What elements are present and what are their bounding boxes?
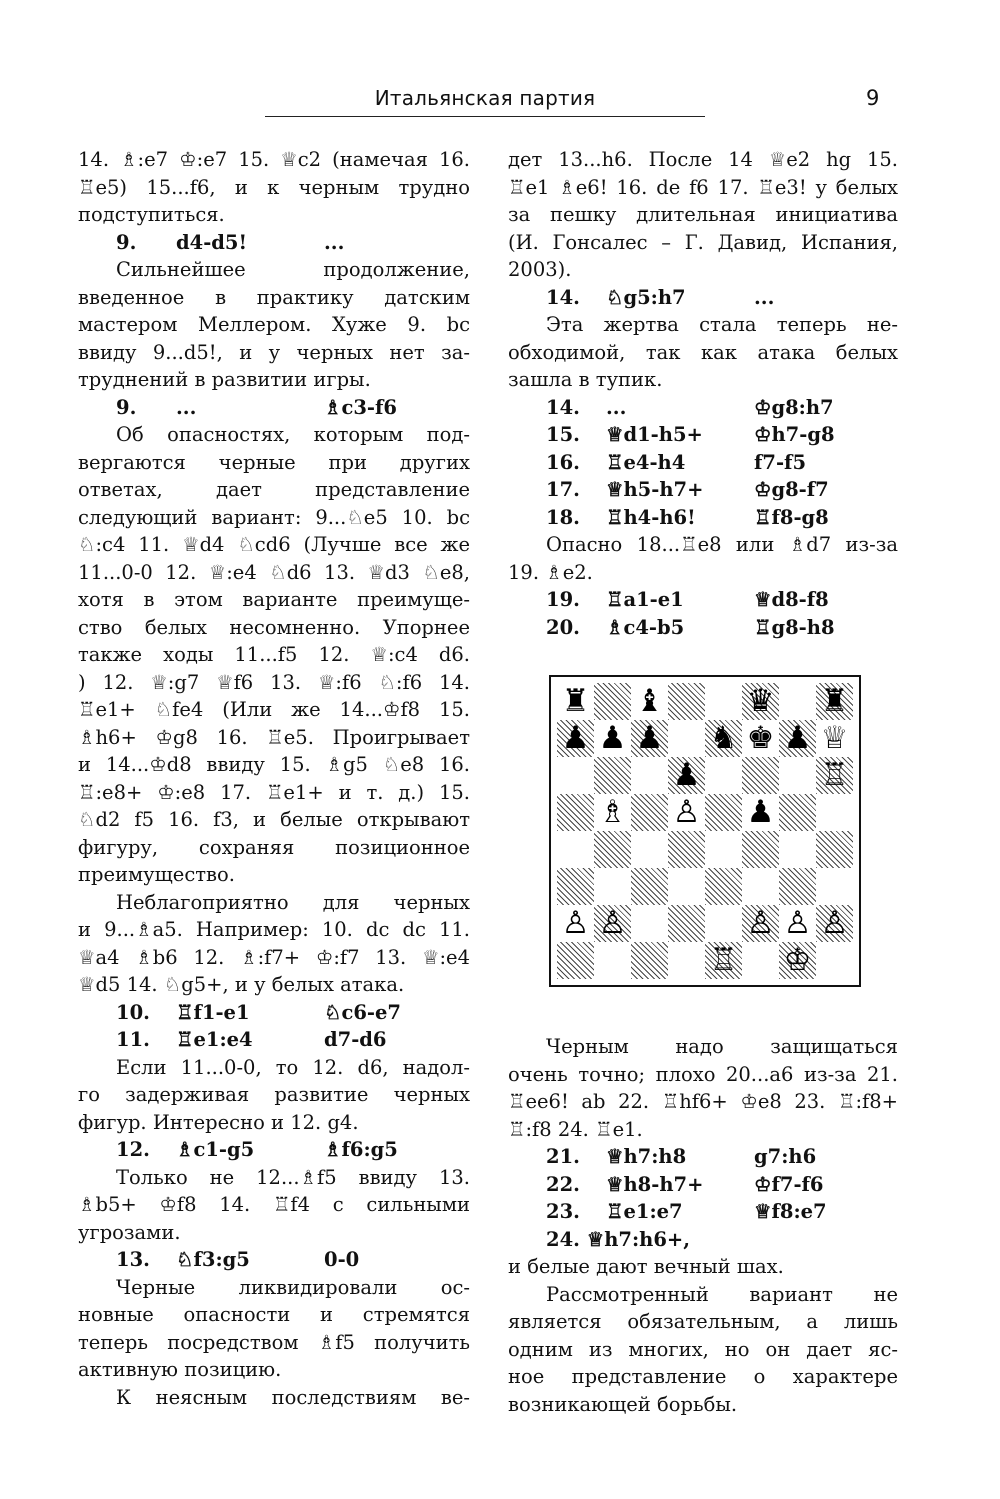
white-move: ♖e1:e7 (606, 1200, 683, 1223)
text-line: угрозами. (78, 1220, 181, 1244)
text-line: фигуру, сохраняя позиционное (78, 835, 470, 859)
move-number: 22. (546, 1172, 580, 1196)
text-line: ♗b5+ ♔f8 14. ♖f4 с сильными (78, 1193, 470, 1216)
text-line: за пешку длительная инициатива (508, 203, 898, 226)
board-square (594, 720, 631, 757)
text-line: го задерживая развитие черных (78, 1083, 470, 1106)
black-move: ♖f8-g8 (754, 505, 829, 529)
text-line: является обязательным, а лишь (508, 1310, 898, 1333)
board-square (557, 720, 594, 757)
board-square (668, 720, 705, 757)
move-line (78, 999, 470, 1027)
black-move: g7:h6 (754, 1145, 817, 1168)
text-line: преимущество. (78, 863, 235, 886)
board-square (779, 905, 816, 942)
black-move: ♔f7-f6 (754, 1172, 824, 1196)
text-line: Только не 12...♗f5 ввиду 13. (116, 1165, 470, 1189)
board-square (816, 757, 853, 794)
text-line: следующий вариант: 9...♘e5 10. bc (78, 505, 470, 529)
text-line: 11...0-0 12. ♕:e4 ♘d6 13. ♕d3 ♘e8, (78, 560, 470, 584)
board-square (557, 757, 594, 794)
page-number: 9 (866, 86, 880, 110)
board-square (705, 905, 742, 942)
text-line: зашла в тупик. (508, 368, 663, 391)
white-bishop-icon: ♗ (598, 794, 627, 830)
board-square (594, 794, 631, 831)
text-line: К неясным последствиям ве- (116, 1385, 470, 1409)
board-square (668, 831, 705, 868)
board-square (594, 831, 631, 868)
board-square (631, 683, 668, 720)
board-square (779, 757, 816, 794)
text-line: введенное в практику датским (78, 285, 470, 309)
text-line: Неблагоприятно для черных (116, 890, 470, 914)
black-move: ♕f8:e7 (754, 1200, 827, 1223)
black-move: ♔h7-g8 (754, 423, 835, 446)
white-rook-icon: ♖ (709, 942, 738, 978)
text-line: ♖e5) 15...f6, и к черным трудно (78, 175, 470, 199)
header-rule (265, 116, 705, 117)
black-rook-icon: ♜ (820, 683, 849, 719)
white-move: ♖e4-h4 (606, 450, 686, 474)
move-line (78, 1026, 470, 1054)
text-line: вергаются черные при других (78, 450, 470, 474)
board-square (668, 905, 705, 942)
board-square (594, 868, 631, 905)
black-pawn-icon: ♟ (635, 720, 664, 756)
text-line: 19. ♗e2. (508, 560, 593, 584)
board-square (631, 942, 668, 979)
black-pawn-icon: ♟ (598, 720, 627, 756)
move-line (78, 229, 470, 257)
black-pawn-icon: ♟ (783, 720, 812, 756)
board-square (594, 757, 631, 794)
black-knight-icon: ♞ (709, 720, 738, 756)
move-line (508, 1198, 898, 1226)
text-line: Эта жертва стала теперь не- (546, 313, 898, 336)
white-move: ♕h5-h7+ (606, 478, 704, 501)
move-line (508, 394, 898, 422)
text-line: Черные ликвидировали ос- (116, 1275, 470, 1299)
text-line: новные опасности и стремятся (78, 1303, 470, 1326)
move-number: 24. ♕h7:h6+, (546, 1227, 691, 1251)
move-line (508, 449, 898, 477)
white-queen-icon: ♕ (820, 720, 849, 756)
black-move: ♕d8-f8 (754, 588, 829, 611)
move-number: 18. (546, 505, 580, 529)
text-line: ♘d2 f5 16. f3, и белые открывают (78, 808, 470, 831)
right-column-top (508, 146, 898, 641)
board-square (742, 794, 779, 831)
text-line: ♖e1 ♗e6! 16. de f6 17. ♖e3! у белых (508, 175, 898, 199)
board-square (594, 683, 631, 720)
move-line (508, 614, 898, 642)
board-square (816, 720, 853, 757)
move-line (508, 1226, 898, 1254)
white-move: ... (606, 395, 627, 419)
text-line: ♗h6+ ♔g8 16. ♖e5. Проигрывает (78, 725, 470, 749)
white-move: ♗c4-b5 (606, 615, 685, 639)
move-line (78, 1246, 470, 1274)
black-move: ♔g8-f7 (754, 478, 829, 501)
black-move: 0-0 (324, 1248, 360, 1271)
board-square (705, 831, 742, 868)
black-move: ♗c3-f6 (324, 395, 397, 419)
white-move: ♗c1-g5 (176, 1138, 255, 1161)
chess-diagram (549, 675, 861, 987)
board-square (668, 757, 705, 794)
black-pawn-icon: ♟ (672, 757, 701, 793)
text-line: обходимой, так как атака белых (508, 340, 898, 364)
black-move: d7-d6 (324, 1028, 387, 1051)
board-square (779, 794, 816, 831)
text-line: мастером Меллером. Хуже 9. bc (78, 313, 470, 336)
board-square (557, 868, 594, 905)
text-line: ♖:e8+ ♔:e8 17. ♖e1+ и т. д.) 15. (78, 780, 470, 804)
board-square (705, 720, 742, 757)
move-number: 16. (546, 450, 580, 474)
move-line (78, 1136, 470, 1164)
move-number: 12. (116, 1138, 150, 1161)
board-square (816, 831, 853, 868)
move-line (508, 1143, 898, 1171)
text-line: ♖e1+ ♘fe4 (Или же 14...♔f8 15. (78, 698, 470, 721)
board-square (779, 720, 816, 757)
white-move: ♘g5:h7 (606, 285, 686, 309)
text-line: 14. ♗:e7 ♔:e7 15. ♕c2 (намечая 16. (78, 148, 470, 171)
board-square (705, 942, 742, 979)
move-number: 9. (116, 230, 137, 254)
right-column-bottom (508, 1033, 898, 1418)
board-square (631, 720, 668, 757)
white-move: ♕h7:h8 (606, 1145, 687, 1168)
black-bishop-icon: ♝ (635, 683, 664, 719)
white-move: ... (176, 395, 197, 419)
board-square (668, 794, 705, 831)
move-number: 15. (546, 423, 580, 446)
move-number: 19. (546, 588, 580, 611)
text-line: ввиду 9...d5!, и у черных нет за- (78, 340, 470, 364)
white-move: ♖f1-e1 (176, 1000, 250, 1024)
board-square (557, 905, 594, 942)
black-pawn-icon: ♟ (561, 720, 590, 756)
move-line (508, 1171, 898, 1199)
text-line: Сильнейшее продолжение, (116, 258, 470, 281)
move-number: 14. (546, 285, 580, 309)
move-number: 10. (116, 1000, 150, 1024)
black-pawn-icon: ♟ (746, 794, 775, 830)
board-square (779, 942, 816, 979)
black-queen-icon: ♛ (746, 683, 775, 719)
text-line: 2003). (508, 258, 572, 281)
move-number: 21. (546, 1145, 580, 1168)
board-square (742, 683, 779, 720)
move-number: 14. (546, 395, 580, 419)
text-line: ♕d5 14. ♘g5+, и у белых атака. (78, 973, 405, 996)
text-line: (И. Гонсалес – Г. Давид, Испания, (508, 230, 898, 254)
black-move: ♖g8-h8 (754, 615, 835, 639)
board-square (742, 757, 779, 794)
board-square (594, 905, 631, 942)
board-square (705, 794, 742, 831)
board-square (594, 942, 631, 979)
text-line: и 14...♔d8 ввиду 15. ♗g5 ♘e8 16. (78, 753, 470, 776)
text-line: одним из многих, но он дает яс- (508, 1337, 898, 1361)
black-move: ♗f6:g5 (324, 1138, 398, 1161)
white-pawn-icon: ♙ (598, 905, 627, 941)
text-line: ♕a4 ♗b6 12. ♗:f7+ ♔:f7 13. ♕:e4 (78, 945, 470, 969)
move-line (508, 421, 898, 449)
board-square (816, 683, 853, 720)
left-column (78, 146, 470, 1411)
board-square (816, 868, 853, 905)
text-line: ство белых несомненно. Упорнее (78, 615, 470, 639)
text-line: Об опасностях, которым под- (116, 423, 470, 446)
text-line: также ходы 11...f5 12. ♕:c4 d6. (78, 643, 470, 666)
white-rook-icon: ♖ (820, 757, 849, 793)
move-number: 17. (546, 478, 580, 501)
text-line: Черным надо защищаться (546, 1035, 898, 1058)
black-move: ... (324, 230, 345, 254)
text-line: Опасно 18...♖e8 или ♗d7 из-за (546, 533, 898, 556)
white-move: ♖h4-h6! (606, 505, 696, 529)
board-square (557, 683, 594, 720)
white-move: ♖e1:e4 (176, 1028, 253, 1051)
board-square (631, 794, 668, 831)
text-line: ♖ee6! ab 22. ♖hf6+ ♔e8 23. ♖:f8+ (508, 1090, 898, 1113)
board-square (742, 868, 779, 905)
board-square (816, 942, 853, 979)
text-line: теперь посредством ♗f5 получить (78, 1330, 470, 1354)
text-line: ) 12. ♕:g7 ♕f6 13. ♕:f6 ♘:f6 14. (78, 670, 470, 694)
white-pawn-icon: ♙ (820, 905, 849, 941)
move-number: 13. (116, 1248, 150, 1271)
text-line: и 9...♗a5. Например: 10. dc dc 11. (78, 918, 470, 941)
board-square (631, 757, 668, 794)
board-square (742, 905, 779, 942)
black-move: ♘c6-e7 (324, 1000, 401, 1024)
white-move: ♕d1-h5+ (606, 423, 703, 446)
black-move: ♔g8:h7 (754, 395, 834, 419)
board-square (668, 683, 705, 720)
text-line: фигур. Интересно и 12. g4. (78, 1110, 359, 1134)
text-line: активную позицию. (78, 1358, 282, 1381)
board-square (557, 942, 594, 979)
white-king-icon: ♔ (783, 942, 812, 978)
board-square (631, 868, 668, 905)
board-square (668, 942, 705, 979)
black-rook-icon: ♜ (561, 683, 590, 719)
black-move: ... (754, 285, 775, 309)
white-move: ♘f3:g5 (176, 1248, 250, 1271)
move-line (508, 476, 898, 504)
board-square (779, 868, 816, 905)
white-move: d4-d5! (176, 230, 248, 254)
board-square (631, 905, 668, 942)
board-square (779, 831, 816, 868)
move-number: 20. (546, 615, 580, 639)
text-line: Если 11...0-0, то 12. d6, надол- (116, 1055, 470, 1079)
text-line: дет 13...h6. После 14 ♕e2 hg 15. (508, 148, 898, 171)
board-square (705, 757, 742, 794)
white-pawn-icon: ♙ (783, 905, 812, 941)
move-line (78, 394, 470, 422)
text-line: хотя в этом варианте преимуще- (78, 588, 470, 611)
board-square (631, 831, 668, 868)
text-line: ♘:c4 11. ♕d4 ♘cd6 (Лучше все же (78, 533, 470, 556)
text-line: труднений в развитии игры. (78, 368, 371, 391)
text-line: возникающей борьбы. (508, 1392, 738, 1416)
white-pawn-icon: ♙ (746, 905, 775, 941)
board-square (705, 683, 742, 720)
text-line: Рассмотренный вариант не (546, 1282, 898, 1306)
text-line: очень точно; плохо 20...a6 из-за 21. (508, 1062, 898, 1086)
board-square (779, 683, 816, 720)
move-line (508, 504, 898, 532)
text-line: ное представление о характере (508, 1365, 898, 1388)
board-square (705, 868, 742, 905)
text-line: подступиться. (78, 203, 225, 226)
board-square (742, 831, 779, 868)
text-line: и белые дают вечный шах. (508, 1255, 784, 1278)
move-line (508, 586, 898, 614)
white-pawn-icon: ♙ (561, 905, 590, 941)
move-number: 23. (546, 1200, 580, 1223)
board-square (816, 794, 853, 831)
text-line: ответах, дает представление (78, 478, 470, 501)
move-number: 11. (116, 1028, 150, 1051)
board-square (557, 794, 594, 831)
chess-board (557, 683, 853, 979)
move-number: 9. (116, 395, 137, 419)
board-square (742, 720, 779, 757)
board-square (557, 831, 594, 868)
black-king-icon: ♚ (746, 720, 775, 756)
board-square (742, 942, 779, 979)
white-pawn-icon: ♙ (672, 794, 701, 830)
running-title: Итальянская партия (374, 86, 596, 110)
move-line (508, 284, 898, 312)
board-square (668, 868, 705, 905)
white-move: ♕h8-h7+ (606, 1172, 704, 1196)
board-square (816, 905, 853, 942)
white-move: ♖a1-e1 (606, 588, 684, 611)
black-move: f7-f5 (754, 450, 807, 474)
text-line: ♖:f8 24. ♖e1. (508, 1117, 643, 1141)
